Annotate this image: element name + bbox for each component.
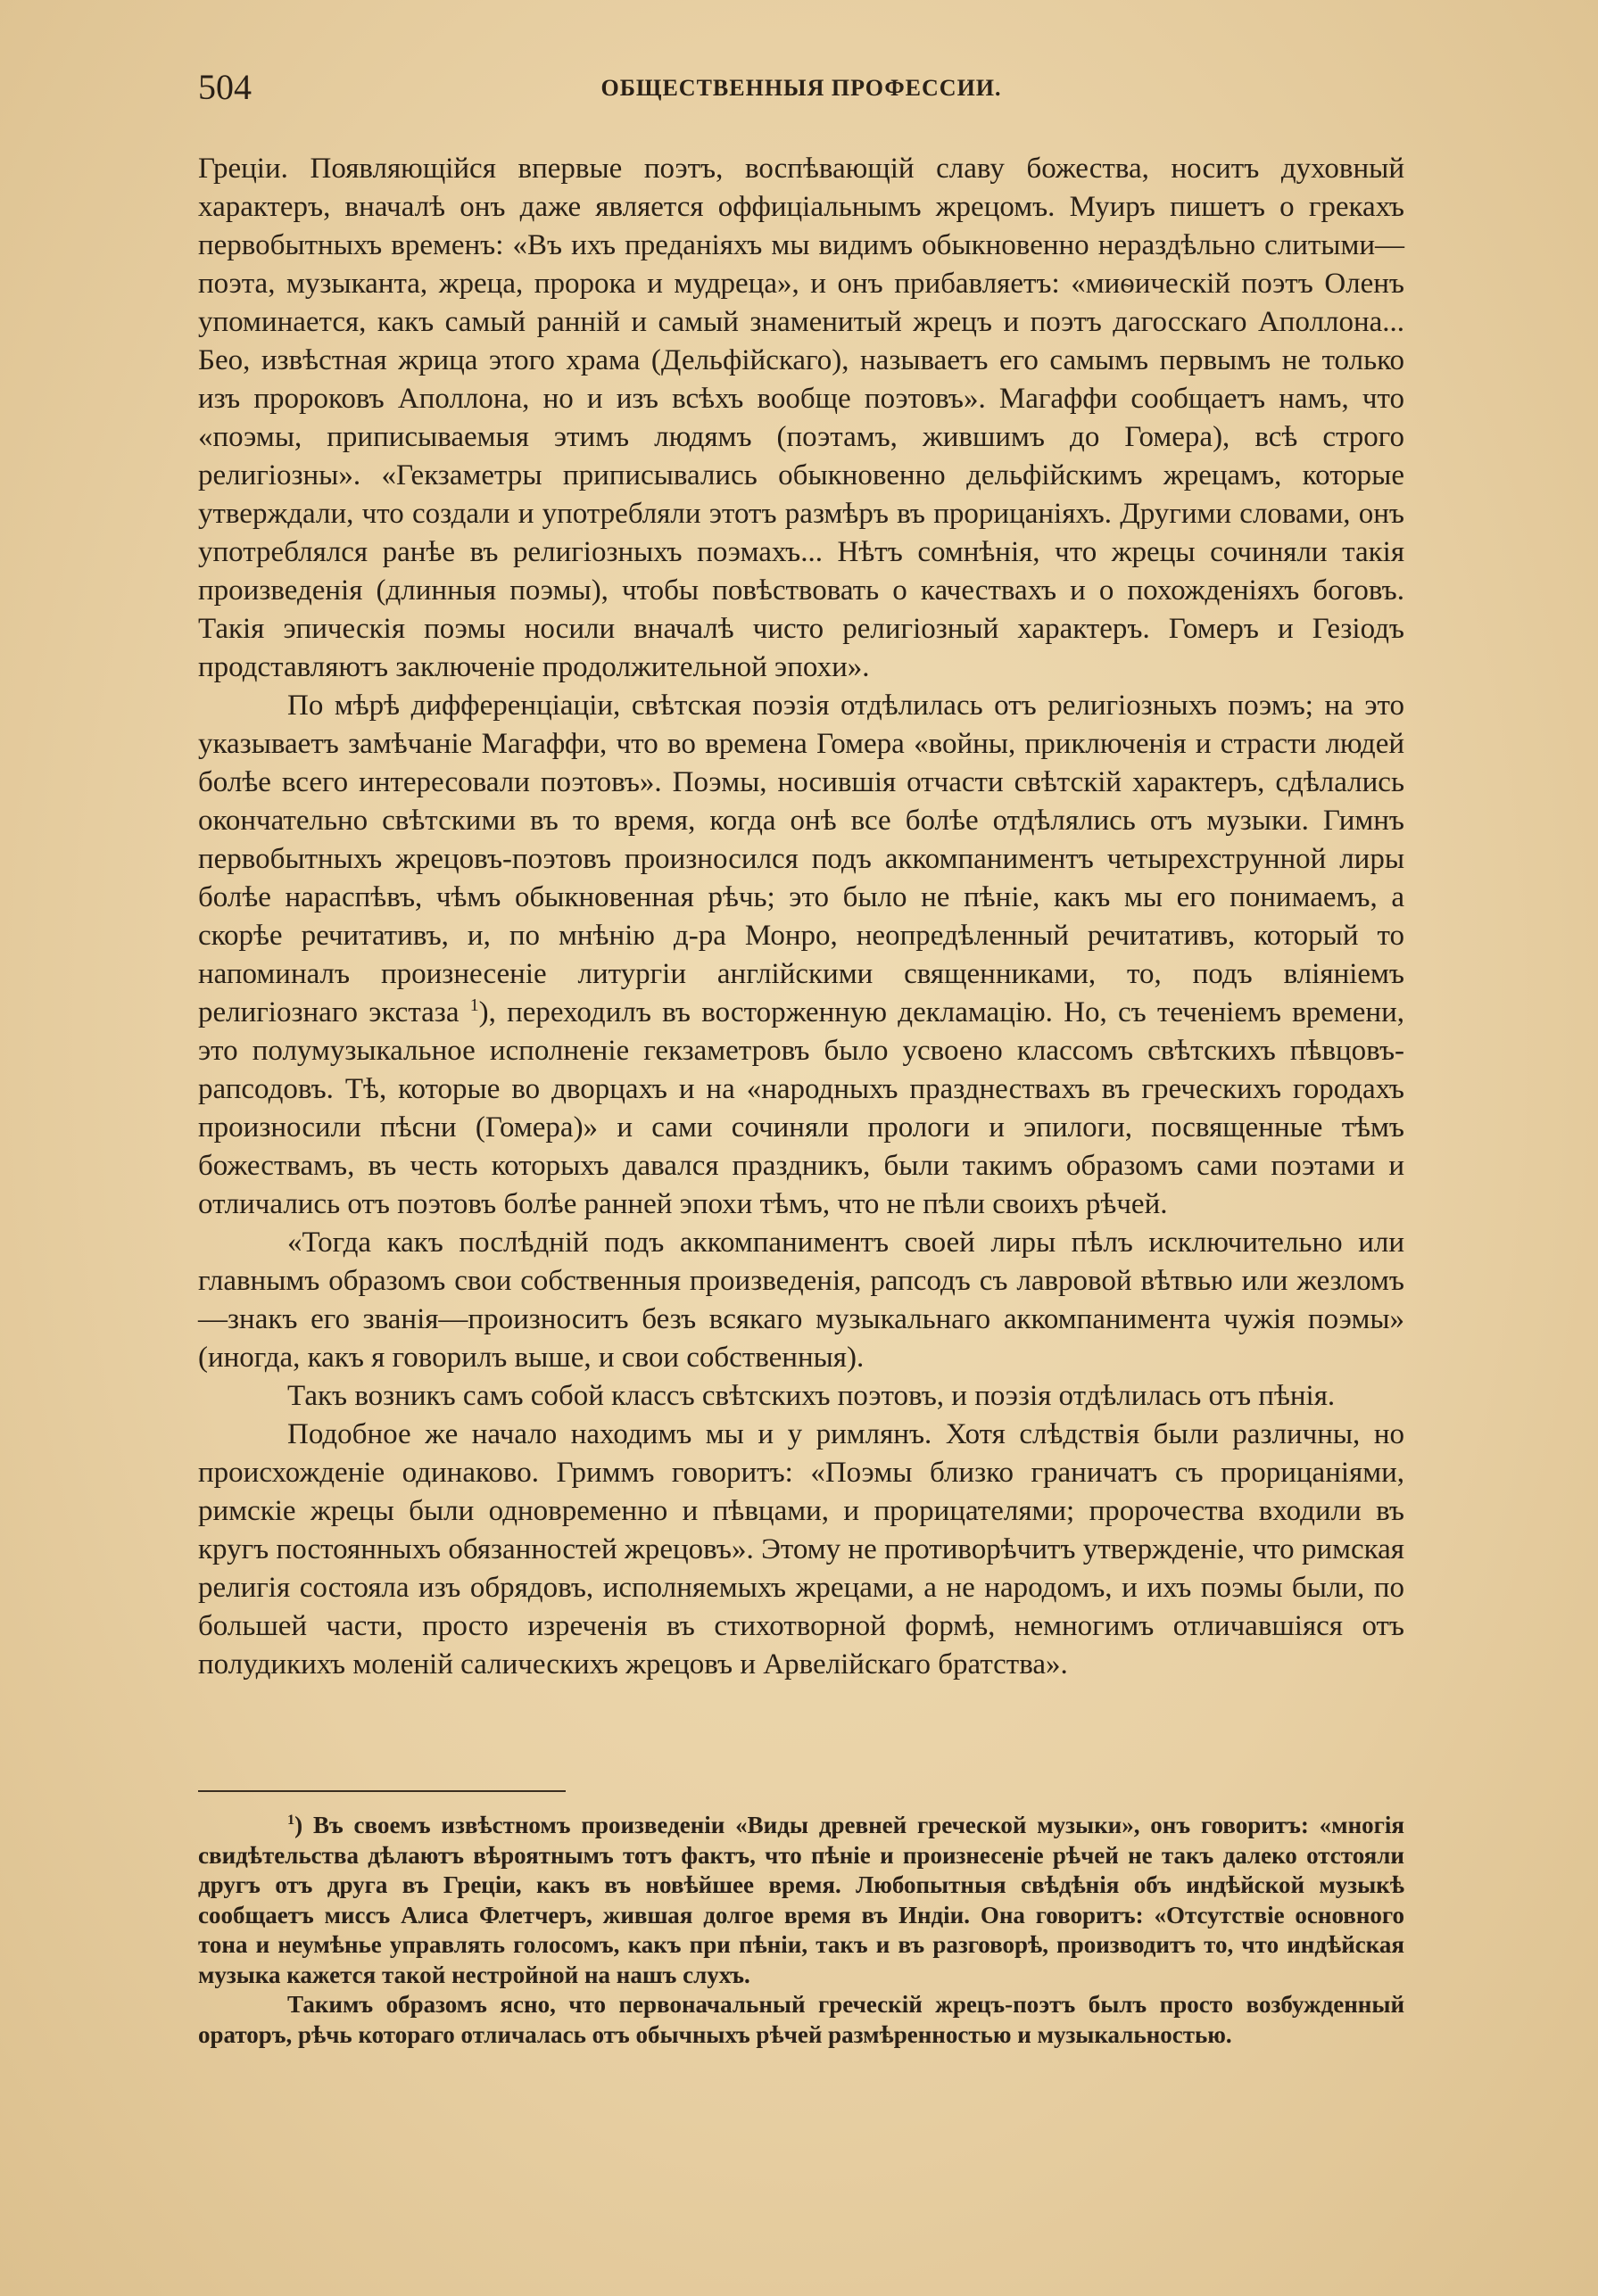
footnote-divider [198, 1790, 566, 1792]
footnote-marker: 1 [287, 1812, 295, 1828]
paragraph-2-part-b: ), переходилъ въ восторженную декламацію. Но, съ теченіемъ времени, это полумузыкальное исполненіе гекзаметровъ было усвоено классомъ свѣтскихъ пѣвцовъ-рапсодовъ. Тѣ, которые во дворцахъ и на «народныхъ празднествахъ въ греческихъ городахъ произносили пѣсни (Гомера)» и сами сочиняли прологи и эпилоги, посвященные тѣмъ божествамъ, въ честь которыхъ давался праздникъ, были такимъ образомъ сами поэтами и отличались отъ поэтовъ болѣе ранней эпохи тѣмъ, что не пѣли своихъ рѣчей. [198, 996, 1404, 1220]
paragraph-4: Такъ возникъ самъ собой классъ свѣтскихъ поэтовъ, и поэзія отдѣлилась отъ пѣнія. [287, 1380, 1336, 1412]
body-text [198, 150, 1404, 1684]
paragraph-1: Греціи. Появляющійся впервые поэтъ, воспѣвающій славу божества, носитъ духовный характеръ, вначалѣ онъ даже является оффиціальнымъ жрецомъ. Муиръ пишетъ о грекахъ первобытныхъ временъ: «Въ ихъ преданіяхъ мы видимъ обыкновенно нераздѣльно слитыми— поэта, музыканта, жреца, пророка и мудреца», и онъ прибавляетъ: «миѳическій поэтъ Оленъ упоминается, какъ самый ранній и самый знаменитый жрецъ и поэтъ дагосскаго Аполлона... Бео, извѣстная жрица этого храма (Дельфійскаго), называетъ его самымъ первымъ не только изъ пророковъ Аполлона, но и изъ всѣхъ вообще поэтовъ». Магаффи сообщаетъ намъ, что «поэмы, приписываемыя этимъ людямъ (поэтамъ, жившимъ до Гомера), всѣ строго религіозны». «Гекзаметры приписывались обыкновенно дельфійскимъ жрецамъ, которые утверждали, что создали и употребляли этотъ размѣръ въ прорицаніяхъ. Другими словами, онъ употреблялся ранѣе въ религіозныхъ поэмахъ... Нѣтъ сомнѣнія, что жрецы сочиняли такія произведенія (длинныя поэмы), чтобы повѣствовать о качествахъ и о похожденіяхъ боговъ. Такія эпическія поэмы носили вначалѣ чисто религіозный характеръ. Гомеръ и Гезіодъ продставляютъ заключеніе продолжительной эпохи». [198, 153, 1404, 683]
running-title: ОБЩЕСТВЕННЫЯ ПРОФЕССИИ. [600, 75, 1002, 101]
footnote-continuation: Такимъ образомъ ясно, что первоначальный греческій жрецъ-поэтъ былъ просто возбужденный ораторъ, рѣчь котораго отличалась отъ обычныхъ рѣчей размѣренностью и музыкальностью. [198, 1991, 1404, 2048]
footnote-reference: 1 [469, 995, 479, 1015]
page-number: 504 [198, 67, 252, 107]
footnote-1: $^1$) Въ своемъ извѣстномъ произведеніи «Виды древней греческой музыки», онъ говоритъ: «многія свидѣтельства дѣлаютъ вѣроятнымъ тотъ фактъ, что пѣніе и произнесеніе рѣчей не такъ далеко отстояли другъ отъ друга въ Греціи, какъ въ новѣйшее время. Любопытныя свѣдѣнія объ индѣйской музыкѣ сообщаетъ миссъ Алиса Флетчеръ, жившая долгое время въ Индіи. Она говоритъ: «Отсутствіе основного тона и неумѣнье управлять голосомъ, какъ при пѣніи, такъ и въ разговорѣ, производитъ то, что индѣйская музыка кажется такой нестройной на нашъ слухъ. [198, 1812, 1404, 1988]
paragraph-2-part-a: По мѣрѣ дифференціаціи, свѣтская поэзія отдѣлилась отъ религіозныхъ поэмъ; на это указываетъ замѣчаніе Магаффи, что во времена Гомера «войны, приключенія и страсти людей болѣе всего интересовали поэтовъ». Поэмы, носившія отчасти свѣтскій характеръ, сдѣлались окончательно свѣтскими въ то время, когда онѣ все болѣе отдѣлялись отъ музыки. Гимнъ первобытныхъ жрецовъ-поэтовъ произносился подъ аккомпаниментъ четырехструнной лиры болѣе нараспѣвъ, чѣмъ обыкновенная рѣчь; это было не пѣніе, какъ мы его понимаемъ, а скорѣе речитативъ, и, по мнѣнію д-ра Монро, неопредѣленный речитативъ, который то напоминалъ произнесеніе литургіи англійскими священниками, то, подъ вліяніемъ религіознаго экстаза [198, 690, 1404, 1028]
footnote-1-text: Въ своемъ извѣстномъ произведеніи «Виды древней греческой музыки», онъ говоритъ: «многія свидѣтельства дѣлаютъ вѣроятнымъ тотъ фактъ, что пѣніе и произнесеніе рѣчей не такъ далеко отстояли другъ отъ друга въ Греціи, какъ въ новѣйшее время. Любопытныя свѣдѣнія объ индѣйской музыкѣ сообщаетъ миссъ Алиса Флетчеръ, жившая долгое время въ Индіи. Она говоритъ: «Отсутствіе основного тона и неумѣнье управлять голосомъ, какъ при пѣніи, такъ и въ разговорѣ, производитъ то, что индѣйская музыка кажется такой нестройной на нашъ слухъ. [198, 1812, 1404, 1988]
footnotes [198, 1811, 1404, 2050]
paragraph-3: «Тогда какъ послѣдній подъ аккомпаниментъ своей лиры пѣлъ исключительно или главнымъ образомъ свои собственныя произведенія, рапсодъ съ лавровой вѣтвью или жезломъ—знакъ его званія—произноситъ безъ всякаго музыкальнаго аккомпанимента чужія поэмы» (иногда, какъ я говорилъ выше, и свои собственныя). [198, 1226, 1404, 1374]
paragraph-5: Подобное же начало находимъ мы и у римлянъ. Хотя слѣдствія были различны, но происхожденіе одинаково. Гриммъ говоритъ: «Поэмы близко граничатъ съ прорицаніями, римскіе жрецы были одновременно и пѣвцами, и прорицателями; пророчества входили въ кругъ постоянныхъ обязанностей жрецовъ». Этому не противорѣчитъ утвержденіе, что римская религія состояла изъ обрядовъ, исполняемыхъ жрецами, а не народомъ, и ихъ поэмы были, по большей части, просто изреченія въ стихотворной формѣ, немногимъ отличавшіяся отъ полудикихъ моленій салическихъ жрецовъ и Арвелійскаго братства». [198, 1418, 1404, 1681]
page-header [198, 66, 1404, 120]
paragraph-2 [198, 687, 1404, 1224]
